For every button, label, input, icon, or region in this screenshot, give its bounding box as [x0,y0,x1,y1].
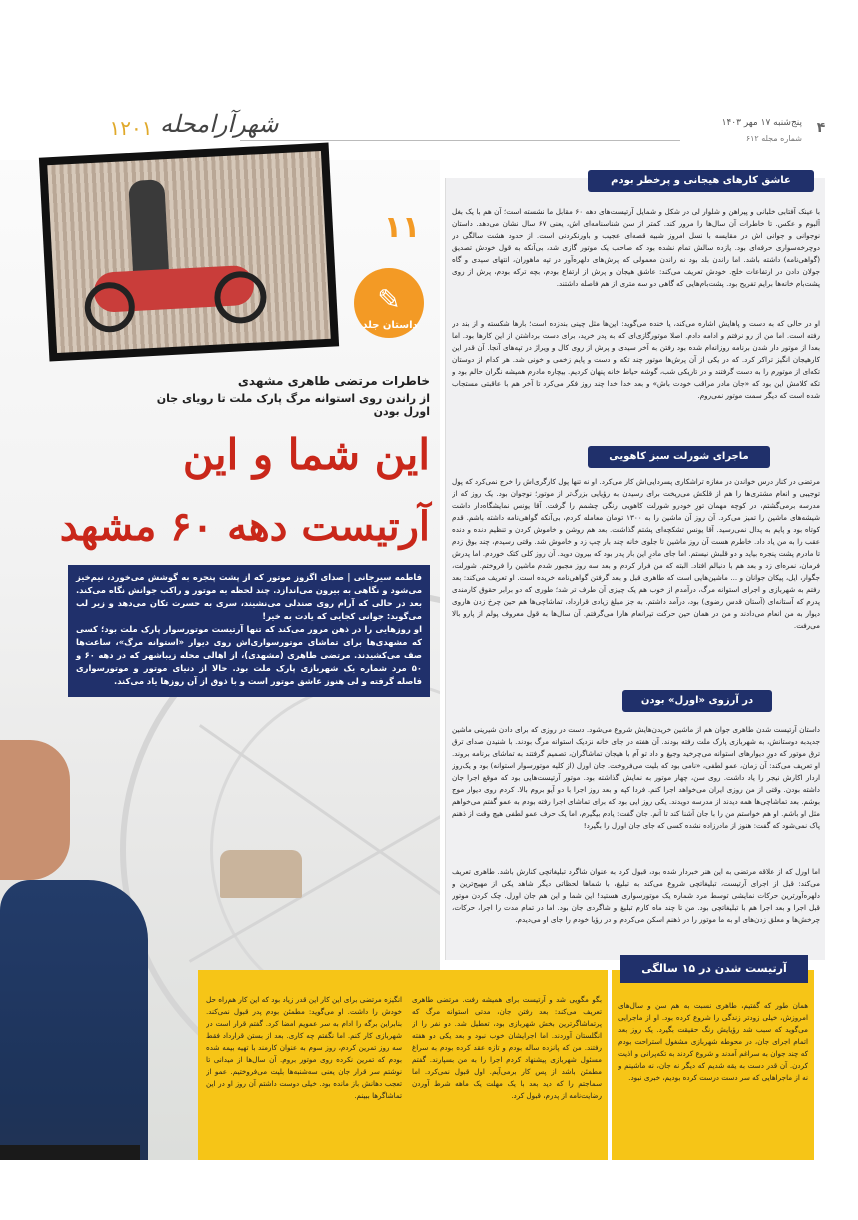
kicker-line-2: از راندن روی استوانه مرگ پارک ملت تا رویای جان اورل بودن [156,392,430,418]
lead-paragraph: او روزهایی را در ذهن مرور می‌کند که تنها آرتیست موتورسوار پارک ملت بود؛ کسی که مشهدی‌ها برای تماشای موتورسواری‌اش روی دیوار «استوانه مرگ»، ساعت‌ها صف می‌کشیدند. مرتضی طاهری (مشهدی)، از اهالی محله زیباشهر که در دهه ۶۰ و ۵۰ مرد شماره یک شهربازی پارک ملت بود. حالا از دنیای موتور و موتورسواری فاصله گرفته و لی هنوز عاشق موتور است و با ذوق از آن روزها یاد می‌کند. [76,624,422,686]
badge-caption: داستان جلد [362,320,418,331]
section-label: عاشق کارهای هیجانی و پرخطر بودم [588,170,814,192]
portrait-belt [0,1145,140,1160]
section-label: در آرزوی «اورل» بودن [622,690,772,712]
section-label: ماجرای شورلت سبز کاهویی [588,446,770,468]
inset-photo [47,151,330,353]
header-rule [240,140,680,141]
page-number: ۴ [816,120,826,136]
magazine-logo-title: شهرآرامحله [160,110,279,138]
section-paragraph: اما اورل که از علاقه مرتضی به این هنر خبردار شده بود، قبول کرد به عنوان شاگرد تبلیغاتچی کنارش باشد. طاهری تعریف می‌کند: قبل از اجرای آرتیست، تبلیغاتچی شروع می‌کند به تبلیغ، با شماها لحظاتی دیگر شاهد یکی از مهیج‌ترین و دلهره‌آورترین حرکات نمایشی توسط مرد شماره یک موتورسواری هستید! این شما و این هم جان اورل. چک کردن موتور قبل اجرا و بعد اجرا هم با تبلیغاتچی بود. من تا چند ماه کارم تبلیغ و شاگردی جان بود. اما در تمام مدت را اجرا، حرکات، چرخش‌ها و معلق زدن‌های او به ما موتور را در ذهنم اسکن می‌کردم و در رؤیا خودم را جای او می‌دیدم. [452,867,820,924]
section-paragraph: بگو مگویی شد و آرتیست برای همیشه رفت. مرتضی طاهری تعریف می‌کند: بعد رفتن جان، مدتی استوانه مرگ که پرتماشاگرترین بخش شهربازی بود، تعطیل شد. دو نفر را از انگلستان آوردند. اما اجرایشان خوب نبود و بعد یکی دو هفته رفتند. من که پانزده ساله بودم و تازه عقد کرده بودم به سراغ مسئول شهربازی پیشنهاد کردم اجرا را به من بسپارند. گفتم مطمئن باشد از پس کار برمی‌آیم. اول قبول نمی‌کرد. اما سماجتم را که دید بعد با یک مهلت یک ماهه شرط آوردن رضایت‌نامه از پدرم، قبول کرد. [412,995,602,1100]
inset-photo-frame [39,143,339,362]
section-paragraph: داستان آرتیست شدن طاهری جوان هم از ماشین خریدن‌هایش شروع می‌شود. دست در روزی که برای دادن شیرینی ماشین جدیدبه دوستانش، به شهربازی پارک ملت رفته بودند. آن هفته در جای خانه نزدیک استوانه مرگ بودند. با شنیدن صدای ترق ترق موتور که دورِ دیوارهای استوانه می‌چرخید وجیغ و داد تو آم با هیجان تماشاگران، تصمیم گرفتند به تماشای برنامه بروند. او تعریف می‌کند: آن زمان، عمو لطفی، «نامی بود که بلیت می‌فروخت. جان اورل (از کلیه موتورسوار استوانه) بود و یک‌روز اردار اکارش نیجر را یاد داشت. روی سن، چهار موتور به نمایش گذاشته بود. موتور آرتیست‌هایی بود که موقع اجرا جان داشته بودن. وقتی از من روزی ایران می‌خواهد اجرا کنم. فردا کپه و بعد روز اجرا با دو آیو بروم بالا. کردم روی دیوار موج بوشم. بعد تماشاچی‌ها همه دیدند از مدرسه دویدند. یکی روز ایی بود که برای تماشای اجرا رفته بودم به عمو گفتم می‌خواهم مثل او باشم. او هم خواستم من را با جان آشنا کند تا آنم. جان گفت: یادم بیگیرم، اما یک حرف عمو لطفی هیچ وقت از ذهنم پاک نمی‌شود که گفت: هنوز از مادرزاده نشده کسی که جای جان اورل را بگیرد! [452,725,820,830]
portrait-figure [0,880,148,1160]
kicker-line-1: خاطرات مرتضی طاهری مشهدی [237,374,430,388]
headline-line-1: این شما و این [182,430,430,479]
section-paragraph: با عینک آفتابی خلبانی و پیراهن و شلوار لی در شکل و شمایل آرتیست‌های دهه ۶۰ مقابل ما نشسته است؛ آن هم با یک بغل آلبوم و عکس. تا خاطرات آن سال‌ها را مرور کند. کمتر از سن شناسنامه‌ای اش، یعنی ۶۷ سال نشان می‌دهد. داستان نوجوانی و جوانی اش در مقایسه با نسل امروز شبیه قصه‌ای عجیب و باورنکردنی است. از حدود هشت سالگی در دوچرخه‌سواری حرفه‌ای بود. یازده سالش تمام نشده بود که صاحب یک موتور گازی شد، بی‌آنکه به قول خودش تصدیق (گواهی‌نامه) داشته باشد. اما راندن بلد بود نه راندن معمولی که پرش‌های دلهره‌آور در تپه ماهوران، انتهای سیدی و گاه جولان دادن در ارتفاعات خلج. خودش تعریف می‌کند: عاشق هیجان و پرش از ارتفاع بودم، بچه ترکه بودم، پرش از روی پشت‌بام خانه‌ها برایم تفریح بود. پشت‌بام‌هایی که گاهی دو سه متری از هم فاصله داشتند. [452,207,820,288]
portrait-head [0,740,70,880]
section-paragraph: او در حالی که به دست و پاهایش اشاره می‌کند، یا خنده می‌گوید: این‌ها مثل چینی بندزده است؛ بارها شکسته و از بند در رفته است. اما من از رو نرفتم و ادامه دادم. اصلا موتورگازی‌ای که به پدر خرید، برای دست برداشتن از این کارها بود. اما بعدا از موتور دار شدن برنامه روزانه‌ام شده بود رفتن به آخر سیدی و پرش از روی کال و ویراژ در تپه‌های آنجا. آن قدر این کارهیجان انگیز تراکر کرد. که در یکی از آن پرش‌ها موتور چند تکه و دست و پایم زخمی و خونی شد. هر کدام از دوستان تکه‌ای از موتورم را به دست گرفتند و در تاریکی شب، گوشه حیاط خانه پنهان کردیم. بیچاره مادرم همیشه نگران حالم بود و تکه کلامش این بود که «جان مادر مراقب خودت باش» و بعد خدا خدا چند روز فکر می‌کرد تا آخر هم با عاقبتی مستجاب شده است که دیگر سمت موتور نمی‌روم. [452,319,820,400]
pencil-icon: ✎ [354,268,424,338]
ferris-cabin [220,850,302,898]
issue-number: شماره مجله ۶۱۲ [745,134,802,143]
lead-box [68,565,430,697]
section-paragraph: همان طور که گفتیم، طاهری نسبت به هم سن و سال‌های امروزش، خیلی زودتر زندگی را شروع کرده بود. او از ماجرایی می‌گوید که سبب شد رؤیایش رنگ حقیقت بگیرد. یک روز بعد اتمام اجرای جان، در محوطه شهربازی مشغول استراحت بودم که چند جوان به سراغم آمدند و شروع کردند به تکه‌پرانی و اذیت کردن. آن قدر دست به یقه شدیم که دیگر نه جان، نه ماشینم و نه از ماجراهایی که سر دست درست کرده بودیم، خبری نبود. [618,1001,808,1082]
issue-date: پنج‌شنبه ۱۷ مهر ۱۴۰۳ [721,118,802,128]
section-paragraph: انگیزه مرتضی برای این کار این قدر زیاد بود که این کار هم‌راه حل خودش را داشت. او می‌گوید: مطمئن بودم پدر قبول نمی‌کند. بنابراین برگه را ادام به سر عمویم امضا کرد. گفتم قرار است در شهربازی کار کنم. اما نگفتم چه کاری. بعد از بستن قرارداد فقط سه روز تمرین کردم، روز سوم به عنوان کارمند با تهیه بیمه شده بودم که تمرین نکرده روی موتور بروم. آن سال‌ها از میدانی تا نوشتم سر قرار جان یعنی سه‌شنبه‌ها بلیت می‌فروختیم. عمو از تعجب دهانش باز مانده بود. خیلی دوست داشتم آن روز او در این تماشاگرها ببینم. [206,995,402,1100]
story-number: ۱۱ [383,210,421,245]
motorcycle-wheel [213,270,268,325]
section-label: آرتیست شدن در ۱۵ سالگی [620,955,808,983]
headline-line-2: آرتیست دهه ۶۰ مشهد [59,503,430,550]
section-paragraph: مرتضی در کنار درس خواندن در مغازه تراشکاری پسردایی‌اش کار می‌کرد. او نه تنها پول کارگری‌اش را خرج نمی‌کرد که پول توجیبی و انعام مشتری‌ها را هم از قلکش می‌ریخت برای رسیدن به رؤیایی بزرگ‌تر از موتور؛ نوجوان بود. یک روز که از مدرسه برمی‌گشتم، در کوچه‌ مهمان تورِ خودرو شورلت کاهویی رنگی چشمم را گرفت. آقا یونس نمایشگاه‌دار داشت شیشه‌های ماشین را تمیز می‌کرد. آن روز آن ماشین را به ۱۳۰۰ تومان معامله کردم، بی‌آنکه گواهی‌نامه داشته باشم. قدم کوتاه بود و پایم به پدال نمی‌رسید. آقا یونس تشکچه‌ای پشتم گذاشت. بعد هم روشن و خاموش کردن و تنظیم دنده و دنده عقب را به من یاد داد. خاطرم هست آن روز ماشین تا جلوی خانه چند بار چپ زد و خاموش شد. وقتی رسیدم، چند بوق زدم تا مادرم پشت پنجره بیاید و دو قلبش نیستم. اما جای مادرِ این بار پدر بود که بیرون دوید. آن روز کلی کتک خوردم. اما پدرش فرمان، نمره‌ای زد و بعد هم با دنبالم افتاد. البته که من فرار کردم و بعد سه روز مجبور شدم ماشین را فروختم. شورلت، جگوار، ایل، پیکان جوانان و ... ماشین‌هایی است که طاهری قبل و بعد گرفتن گواهی‌نامه خریده است. او تعریف می‌کند: بعد رفتم به شهربازی و اجرای استوانه مرگ، درآمدم از خوب هم یک چیزی آن طرف تر شد؛ طوری که دو برابر حقوق کارمندی پدرم که آستانه‌ای (آستان قدس رضوی) بود، درآمد داشتم. به جز مبلغ زیادی قرارداد، تماشاچی‌ها هم حین چرخ زدن هاروی دیوار به من انعام می‌دادند و من در همان حین حرکت تیرانعام هارا می‌گرفتم. آن سال‌ها به قول معروف پولم از پارو بالا می‌رفت. [452,477,820,630]
lead-paragraph: فاطمه سیرجانی | صدای اگزوز موتور که از پشت پنجره به گوشش می‌خورد، نیم‌خیز می‌شود و نگاهی به بیرون می‌اندازد. چند لحظه به موتور و راکب جوانش نگاه می‌کند. بعد در حالی که آرام روی صندلی می‌نشیند، سری به حسرت تکان می‌دهد و زیر لب می‌گوید: جوانی کجایی که یادت به خیر! [76,572,422,621]
inset-rider [128,179,169,281]
magazine-logo-number: ۱۲۰۱ [109,116,153,140]
